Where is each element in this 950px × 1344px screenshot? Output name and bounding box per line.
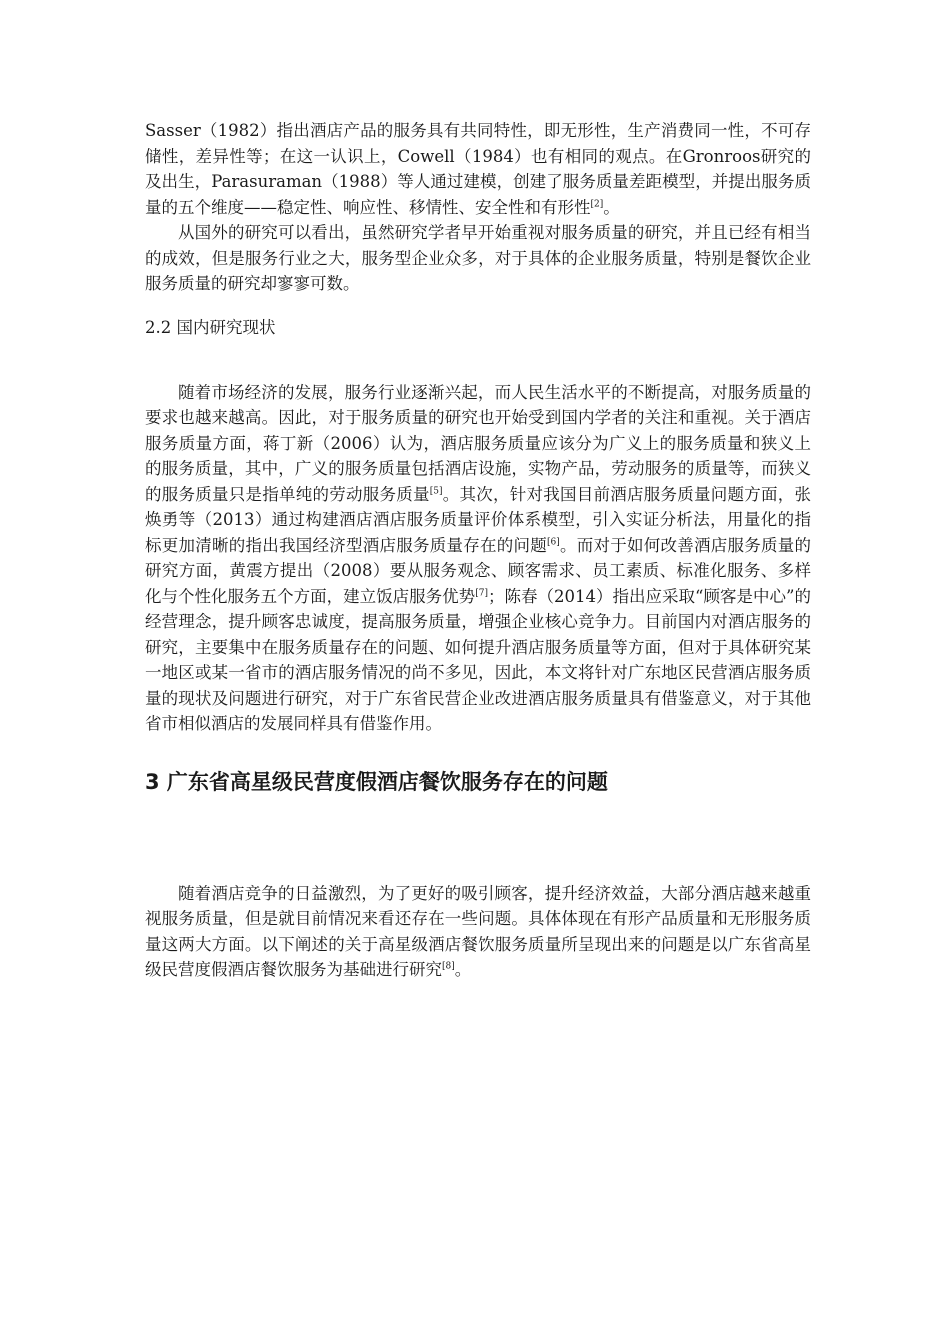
section-heading-3: 3 广东省高星级民营度假酒店餐饮服务存在的问题	[145, 769, 608, 794]
paragraph-text: ；陈春（2014）指出应采取“顾客是中心”的经营理念，提升顾客忠诚度，提高服务质量，增强企业核心竞争力。目前国内对酒店服务的研究，主要集中在服务质量存在的问题、如何提升酒店服务质量等方面，但对于具体研究某一地区或某一省市的酒店服务情况的尚不多见，因此，本文将针对广东地区民营酒店服务质量的现状及问题进行研究，对于广东省民营企业改进酒店服务质量具有借鉴意义，对于其他省市相似酒店的发展同样具有借鉴作用。	[145, 586, 811, 733]
citation-ref: [8]	[442, 961, 455, 972]
spacer	[145, 797, 811, 881]
spacer	[145, 340, 811, 380]
citation-ref: [2]	[590, 199, 604, 209]
paragraph-foreign-research-conclusion: 从国外的研究可以看出，虽然研究学者早开始重视对服务质量的研究，并且已经有相当的成效，但是服务行业之大，服务型企业众多，对于具体的企业服务质量，特别是餐饮企业服务质量的研究却寥寥可数。	[145, 223, 811, 293]
spacer	[145, 737, 811, 767]
citation-ref: [5]	[429, 486, 443, 496]
paragraph-text: Sasser（1982）指出酒店产品的服务具有共同特性，即无形性，生产消费同一性，不可存储性，差异性等；在这一认识上，Cowell（1984）也有相同的观点。在Gronroos研究的及出生，Parasuraman（1988）等人通过建模，创建了服务质量差距模型，并提出服务质量的五个维度——稳定性、响应性、移情性、安全性和有形性	[145, 121, 811, 217]
citation-ref: [7]	[475, 588, 488, 598]
paragraph-section-3-intro	[145, 881, 811, 983]
paragraph-domestic-research	[145, 380, 811, 737]
paragraph-text: 。	[454, 960, 472, 979]
citation-ref: [6]	[547, 537, 560, 547]
paragraph-text: 。其次，针对我国目前酒店服务质量问题方面，张焕勇等（2013）通过构建酒店酒店服务质量评价体系模型，引入实证分析法，用量化的指标更加清晰的指出我国经济型酒店服务质量存在的问题	[145, 484, 811, 555]
paragraph-foreign-research-summary	[145, 118, 811, 220]
document-page	[145, 118, 811, 983]
section-heading-2-2: 2.2 国内研究现状	[145, 317, 276, 337]
paragraph-text: 。	[603, 197, 620, 217]
paragraph-text: 随着市场经济的发展，服务行业逐渐兴起，而人民生活水平的不断提高，对服务质量的要求也越来越高。因此，对于服务质量的研究也开始受到国内学者的关注和重视。关于酒店服务质量方面，蒋丁新（2006）认为，酒店服务质量应该分为广义上的服务质量和狭义上的服务质量，其中，广义的服务质量包括酒店设施，实物产品，劳动服务的质量等，而狭义的服务质量只是指单纯的劳动服务质量	[145, 382, 811, 504]
paragraph-text: 。而对于如何改善酒店服务质量的研究方面，黄震方提出（2008）要从服务观念、顾客需求、员工素质、标准化服务、多样化与个性化服务五个方面，建立饭店服务优势	[145, 535, 811, 606]
paragraph-text: 随着酒店竞争的日益激烈，为了更好的吸引顾客，提升经济效益，大部分酒店越来越重视服务质量，但是就目前情况来看还存在一些问题。具体体现在有形产品质量和无形服务质量这两大方面。以下阐述的关于高星级酒店餐饮服务质量所呈现出来的问题是以广东省高星级民营度假酒店餐饮服务为基础进行研究	[145, 883, 811, 979]
